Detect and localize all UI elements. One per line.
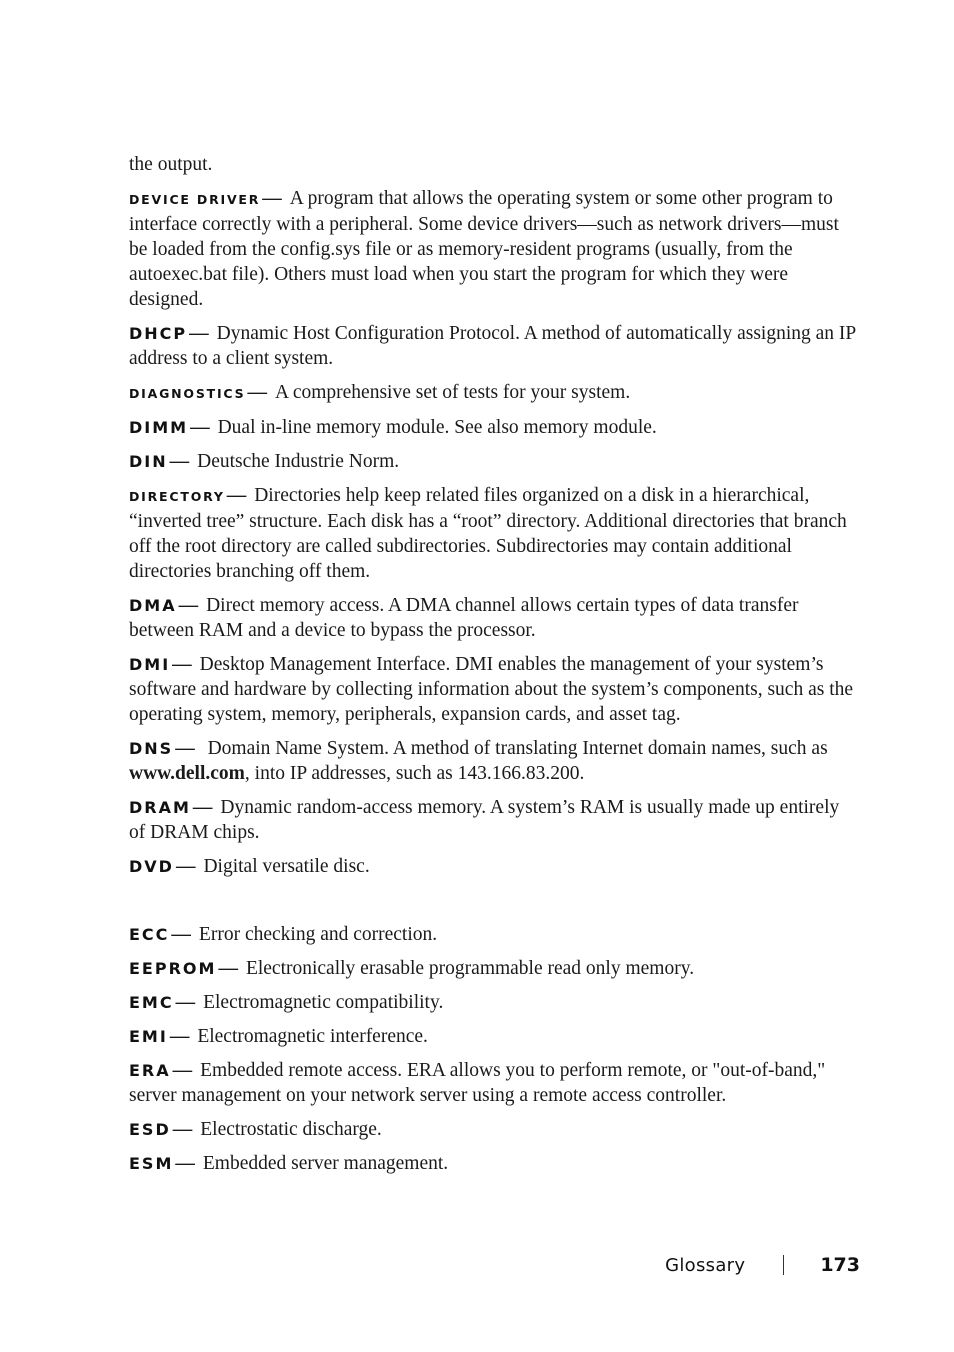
glossary-entry-dvd [129, 854, 859, 879]
entry-definition: Dynamic Host Configuration Protocol. A method of automatically assigning an IP address to a client system. [129, 323, 856, 369]
page-footer [665, 1254, 860, 1276]
glossary-page [129, 152, 859, 1185]
entry-definition: Electromagnetic interference. [197, 1026, 428, 1047]
glossary-entry-dma [129, 593, 859, 643]
entry-dash: — [172, 1060, 193, 1081]
glossary-entry-dns [129, 736, 859, 786]
entry-dash: — [169, 451, 190, 472]
entry-term: DNS [129, 739, 174, 758]
entry-term: ESM [129, 1154, 174, 1173]
entry-term: DIAGNOSTICS [129, 386, 246, 401]
entry-term: DRAM [129, 798, 191, 817]
entry-definition: Digital versatile disc. [203, 856, 370, 877]
glossary-entry-emi [129, 1024, 859, 1049]
entry-dash: — [175, 856, 196, 877]
entry-definition: Electromagnetic compatibility. [203, 992, 444, 1013]
entry-definition: Dynamic random-access memory. A system’s RAM is usually made up entirely of DRAM chips. [129, 797, 840, 843]
entry-dash: — [169, 1026, 190, 1047]
entry-term: DHCP [129, 324, 188, 343]
entry-definition: Domain Name System. A method of translating Internet domain names, such as [207, 738, 828, 759]
footer-section: Glossary [665, 1254, 746, 1276]
entry-definition: A comprehensive set of tests for your system. [274, 382, 631, 403]
entries-d2 [129, 795, 859, 879]
glossary-entry-dmi [129, 652, 859, 727]
entry-term: DEVICE DRIVER [129, 192, 261, 207]
glossary-entry-device-driver [129, 186, 859, 312]
entry-term: DIN [129, 452, 168, 471]
entry-dash: — [218, 958, 238, 979]
glossary-entry-directory [129, 483, 859, 584]
entry-dash: — [178, 595, 199, 616]
entries-d [129, 186, 859, 727]
page-number: 173 [820, 1254, 860, 1276]
entry-term: EMC [129, 993, 174, 1012]
entry-definition: Direct memory access. A DMA channel allows certain types of data transfer between RAM and a device to bypass the processor. [129, 595, 799, 641]
entry-definition: Electronically erasable programmable read only memory. [245, 958, 695, 979]
entry-dash: — [175, 738, 195, 759]
entry-dash: — [262, 188, 282, 209]
entry-dash: — [171, 924, 191, 945]
glossary-entry-dram [129, 795, 859, 845]
entry-term: ESD [129, 1120, 171, 1139]
entry-dash: — [172, 1119, 193, 1140]
glossary-entry-eeprom [129, 956, 859, 981]
entry-definition-rest: , into IP addresses, such as 143.166.83.200. [244, 763, 585, 784]
glossary-entry-emc [129, 990, 859, 1015]
entry-definition: Desktop Management Interface. DMI enables the management of your system’s software and hardware by collecting information about the system’s components, such as the operating system, memory, peripherals, expansion cards, and asset tag. [129, 654, 854, 725]
entry-term: DMA [129, 596, 177, 615]
glossary-entry-ecc [129, 922, 859, 947]
entry-dash: — [189, 323, 209, 344]
glossary-entry-era [129, 1058, 859, 1108]
entry-dash: — [175, 1153, 195, 1174]
glossary-entry-diagnostics [129, 380, 859, 406]
entry-dash: — [190, 417, 210, 438]
glossary-entry-esm [129, 1151, 859, 1176]
entry-dash: — [192, 797, 213, 818]
entry-definition: Embedded server management. [202, 1153, 449, 1174]
entry-term: EEPROM [129, 959, 217, 978]
entry-term: EMI [129, 1027, 168, 1046]
entry-definition: Dual in-line memory module. See also memory module. [217, 417, 657, 438]
entry-definition: Electrostatic discharge. [200, 1119, 382, 1140]
glossary-entry-dimm [129, 415, 859, 440]
glossary-entry-din [129, 449, 859, 474]
entry-definition: Deutsche Industrie Norm. [197, 451, 400, 472]
entry-dash: — [226, 485, 247, 506]
entry-term: DIRECTORY [129, 489, 225, 504]
entry-dash: — [247, 382, 267, 403]
entry-definition: Error checking and correction. [198, 924, 438, 945]
entry-definition: A program that allows the operating system or some other program to interface correctly with a peripheral. Some device drivers—such as network drivers—must be loaded from the config.sys file or as memory-resident programs (usually, from the autoexec.bat file). Others must load when you start the program for which they were designed. [129, 188, 839, 310]
entry-term: DVD [129, 857, 174, 876]
footer-separator [783, 1255, 784, 1275]
entry-term: DIMM [129, 418, 189, 437]
entries-e [129, 922, 859, 1176]
entry-dash: — [175, 992, 196, 1013]
entry-term: ECC [129, 925, 170, 944]
entry-term: DMI [129, 655, 171, 674]
entry-definition: Embedded remote access. ERA allows you to perform remote, or "out-of-band," server management on your network server using a remote access controller. [129, 1060, 826, 1106]
glossary-entry-esd [129, 1117, 859, 1142]
entry-term: ERA [129, 1061, 171, 1080]
intro-text: the output. [129, 154, 213, 175]
glossary-entry-dhcp [129, 321, 859, 371]
dell-link[interactable]: www.dell.com [129, 763, 245, 784]
section-gap [129, 888, 859, 922]
entry-definition: Directories help keep related files organized on a disk in a hierarchical, “inverted tree” structure. Each disk has a “root” directory. Additional directories that branch off the root directory are called subdirectories. Subdirectories may contain additional directories branching off them. [129, 485, 847, 582]
entry-dash: — [172, 654, 192, 675]
